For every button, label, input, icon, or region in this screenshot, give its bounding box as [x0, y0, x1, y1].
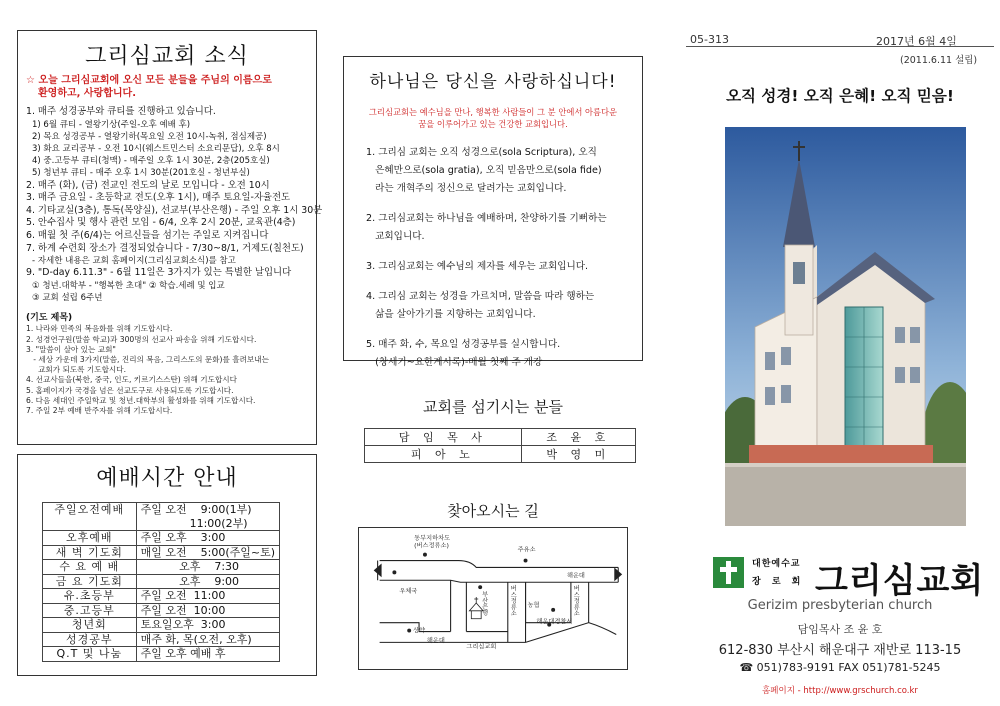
map-label-tunnel2: (버스정류소): [414, 542, 449, 550]
news-subitem: 5) 청년부 큐티 - 매주 오후 1시 30분(201호실 - 청년부실): [32, 168, 250, 179]
worship-row: [43, 647, 280, 662]
news-item: 7. 하계 수련회 장소가 결정되었습니다 - 7/30~8/1, 거제도(칠천도): [26, 242, 304, 254]
directions-map: [358, 527, 628, 670]
prayer-item: 2. 성경연구원(말씀 학교)과 300명의 선교사 파송을 위해 기도합시다.: [26, 334, 257, 344]
worship-row: [43, 531, 280, 546]
worship-time-line: 주일 오전 9:00(1부): [140, 503, 252, 516]
news-subitem: - 자세한 내용은 교회 홈페이지(그리심교회소식)를 참고: [32, 256, 236, 267]
denomination-line-1: 대한예수교: [752, 559, 801, 569]
map-label-post: 우체국: [399, 588, 418, 596]
love-point-line: 3. 그리심교회는 예수님의 제자를 세우는 교회입니다.: [366, 261, 589, 272]
news-item: 4. 기타교실(3층), 통독(목양실), 선교부(부산은행) - 주일 오후 1시 30분: [26, 204, 323, 216]
worship-title: 예배시간 안내: [96, 466, 238, 491]
worship-name: 성경공부: [43, 632, 137, 647]
map-label-tunnel: 동부지하차도: [414, 534, 451, 542]
servants-table: [364, 428, 636, 463]
worship-row: [43, 618, 280, 633]
love-point: [354, 210, 632, 246]
tunnel-dot: [423, 553, 427, 557]
prayer-item: 5. 홈페이지가 국경을 넘은 선교도구로 사용되도록 기도합시다.: [26, 385, 234, 395]
sangyak-dot: [407, 629, 411, 633]
worship-time: [136, 531, 279, 546]
worship-time-line: 주일 오후 예배 후: [140, 647, 226, 660]
worship-name: 새 벽 기도회: [43, 545, 137, 560]
english-name: Gerizim presbyterian church: [747, 598, 933, 613]
map-label-police: 해운대경찰서: [536, 618, 573, 626]
worship-time: [136, 545, 279, 560]
worship-name: 중.고등부: [43, 603, 137, 618]
nonghyup-dot: [551, 608, 555, 612]
love-box: [343, 56, 643, 368]
map-label-haeundae: 해운대: [426, 637, 445, 645]
worship-name: 유.초등부: [43, 589, 137, 604]
worship-time-line: 주일 오후 3:00: [140, 531, 226, 544]
worship-time-line: 토요일오후 3:00: [140, 618, 226, 631]
post-dot: [392, 570, 396, 574]
map-label-haeundae-top: 해운대: [566, 572, 585, 580]
map-label-gas: 주유소: [517, 546, 536, 554]
denomination-line-2: 장 로 회: [752, 577, 805, 587]
church-building-image: [725, 127, 966, 526]
worship-table: [42, 502, 280, 662]
news-list: [26, 106, 323, 304]
worship-time-line: 매주 화, 목(오전, 오후): [140, 632, 252, 646]
love-intro-line-1: 그리심교회는 예수님을 만나, 행복한 사람들이 그 분 안에서 아름다운: [368, 107, 618, 117]
map-label-bank: 부산은행: [480, 591, 488, 616]
worship-row: [43, 589, 280, 604]
map-title: 찾아오시는 길: [447, 502, 539, 520]
news-item: 9. "D-day 6.11.3" - 6월 11일은 3가지가 있는 특별한 날입니다: [26, 267, 292, 279]
map-label-bus2: 버스정류소: [572, 585, 580, 617]
worship-time-line: 주일 오전 10:00: [140, 603, 226, 617]
worship-name: 오후예배: [43, 531, 137, 546]
love-points: [354, 144, 632, 372]
worship-name: Q.T 및 나눔: [43, 647, 137, 662]
news-box: [17, 30, 323, 445]
worship-row: [43, 632, 280, 647]
worship-time-line: 오후 7:30: [140, 560, 240, 573]
worship-row: [43, 560, 280, 575]
worship-time-line: 11:00(2부): [140, 516, 248, 530]
news-subitem: ① 청년.대학부 - "행복한 초대" ② 학습.세례 및 입교: [32, 280, 225, 291]
worship-row: [43, 603, 280, 618]
love-intro: [354, 106, 632, 130]
map-label-church: 그리심교회: [466, 643, 497, 651]
news-item: 3. 매주 금요일 - 초등학교 전도(오후 1시), 매주 토요일-자율전도: [26, 192, 291, 204]
love-point-line: 라는 개혁주의 정신으로 달려가는 교회입니다.: [366, 183, 567, 194]
prayer-item: 1. 나라와 민족의 복음화를 위해 기도합시다.: [26, 324, 173, 334]
love-point: [354, 336, 632, 372]
header-rule: [686, 46, 994, 47]
news-subitem: 1) 6월 큐티 - 열왕기상(주일-오후 예배 후): [32, 119, 191, 130]
news-item: 6. 매월 첫 주(6/4)는 어르신들을 섬기는 주일로 지켜집니다: [26, 229, 269, 241]
issue-number: 05-313: [690, 33, 729, 46]
worship-time-line: 주일 오전 11:00: [140, 589, 226, 602]
worship-row: [43, 574, 280, 589]
love-point-line: 5. 매주 화, 수, 목요일 성경공부를 실시합니다.: [366, 339, 561, 350]
servant-row: [365, 446, 636, 463]
servant-name: 박 영 미: [521, 446, 635, 463]
prayer-item: 교회가 되도록 기도합시다.: [26, 365, 127, 375]
love-point-line: 2. 그리심교회는 하나님을 예배하며, 찬양하기를 기뻐하는: [366, 213, 607, 224]
worship-name: 금 요 기도회: [43, 574, 137, 589]
gas-dot: [524, 559, 528, 563]
map-drawing: [359, 528, 627, 669]
worship-time: [136, 647, 279, 662]
worship-box: [17, 454, 317, 676]
news-item: 2. 매주 (화), (금) 전교인 전도의 날로 모입니다 - 오전 10시: [26, 179, 270, 191]
news-subitem: 4) 중.고등부 큐티(청맥) - 매주일 오후 1시 30분, 2층(205호실): [32, 156, 270, 167]
phone-fax: ☎ 051)783-9191 FAX 051)781-5245: [739, 661, 941, 674]
motto: 오직 성경! 오직 은혜! 오직 믿음!: [726, 87, 954, 105]
love-point-line: (창세기~요한계시록)-매월 첫째 주 개강: [366, 357, 543, 368]
map-label-nonghyup: 농협: [527, 601, 540, 609]
love-point-line: 4. 그리심 교회는 성경을 가르치며, 말씀을 따라 행하는: [366, 291, 595, 302]
worship-row: [43, 545, 280, 560]
worship-row: [43, 503, 280, 531]
servant-name: 조 윤 호: [521, 429, 635, 446]
prayer-item: 6. 다음 세대인 주일학교 및 청년.대학부의 활성화를 위해 기도합시다.: [26, 395, 256, 405]
love-point-line: 교회입니다.: [366, 231, 425, 242]
worship-time: [136, 574, 279, 589]
love-title: 하나님은 당신을 사랑하십니다!: [369, 72, 617, 92]
love-point: [354, 288, 632, 324]
love-intro-line-2: 꿈을 이루어가고 있는 건강한 교회입니다.: [418, 119, 568, 129]
worship-name: 청년회: [43, 618, 137, 633]
servant-row: [365, 429, 636, 446]
map-label-sangyak: 상약: [413, 627, 426, 635]
news-subitem: ③ 교회 설립 6주년: [32, 293, 103, 304]
worship-name: 주일오전예배: [43, 503, 137, 531]
worship-time-line: 매일 오전 5:00(주일~토): [140, 545, 275, 559]
servants-title: 교회를 섬기시는 분들: [423, 398, 563, 416]
established-date: (2011.6.11 설립): [900, 55, 978, 66]
pastor: 담임목사 조 윤 호: [797, 623, 883, 636]
cross-icon: [713, 557, 744, 588]
news-title: 그리심교회 소식: [85, 44, 249, 69]
welcome-message: [26, 74, 308, 100]
worship-time-line: 오후 9:00: [140, 574, 240, 588]
worship-time: [136, 589, 279, 604]
love-point-line: 삶을 살아가기를 지향하는 교회입니다.: [366, 309, 536, 320]
news-subitem: 2) 목요 성경공부 - 열왕기하(목요일 오전 10시-녹취, 점심제공): [32, 131, 267, 142]
worship-name: 수 요 예 배: [43, 560, 137, 575]
worship-time: [136, 618, 279, 633]
prayer-item: 4. 선교사들을(북한, 중국, 인도, 키르기스스탄) 위해 기도합시다: [26, 375, 237, 385]
love-point-line: 은혜만으로(sola gratia), 오직 믿음만으로(sola fide): [366, 165, 602, 176]
love-point: [354, 258, 632, 276]
love-point: [354, 144, 632, 198]
welcome-line-1: ☆ 오늘 그리심교회에 오신 모든 분들을 주님의 이름으로: [26, 75, 272, 86]
servant-role: 피 아 노: [365, 446, 522, 463]
news-item: 1. 매주 성경공부와 큐티를 진행하고 있습니다.: [26, 106, 216, 117]
welcome-line-2: 환영하고, 사랑합니다.: [38, 88, 137, 99]
worship-time: [136, 503, 279, 531]
prayer-item: 7. 주일 2부 예배 반주자를 위해 기도합시다.: [26, 406, 173, 415]
worship-time: [136, 603, 279, 618]
prayer-item: 3. "말씀이 살아 있는 교회": [26, 344, 116, 354]
bank-dot: [478, 585, 482, 589]
map-label-bus1: 버스정류소: [509, 585, 517, 617]
address: 612-830 부산시 해운대구 재반로 113-15: [718, 643, 962, 658]
love-point-line: 1. 그리심 교회는 오직 성경으로(sola Scriptura), 오직: [366, 147, 597, 158]
prayer-title: (기도 제목): [26, 313, 73, 324]
worship-time: [136, 560, 279, 575]
website-link[interactable]: 홈페이지 - http://www.grschurch.co.kr: [762, 686, 918, 696]
issue-date: 2017년 6월 4일: [876, 35, 957, 48]
church-name: 그리심교회: [815, 561, 985, 601]
prayer-item: - 세상 가운데 3가지(말씀, 진리의 복음, 그리스도의 문화)를 흘려보내는: [26, 354, 269, 364]
worship-time: [136, 632, 279, 647]
news-subitem: 3) 화요 교리공부 - 오전 10시(웨스트민스터 소요리문답), 오후 8시: [32, 144, 280, 154]
prayer-list: [26, 324, 308, 416]
news-item: 5. 안수집사 및 행사 관련 모임 - 6/4, 오후 2시 20분, 교육관(4층): [26, 217, 296, 229]
servant-role: 담 임 목 사: [365, 429, 522, 446]
